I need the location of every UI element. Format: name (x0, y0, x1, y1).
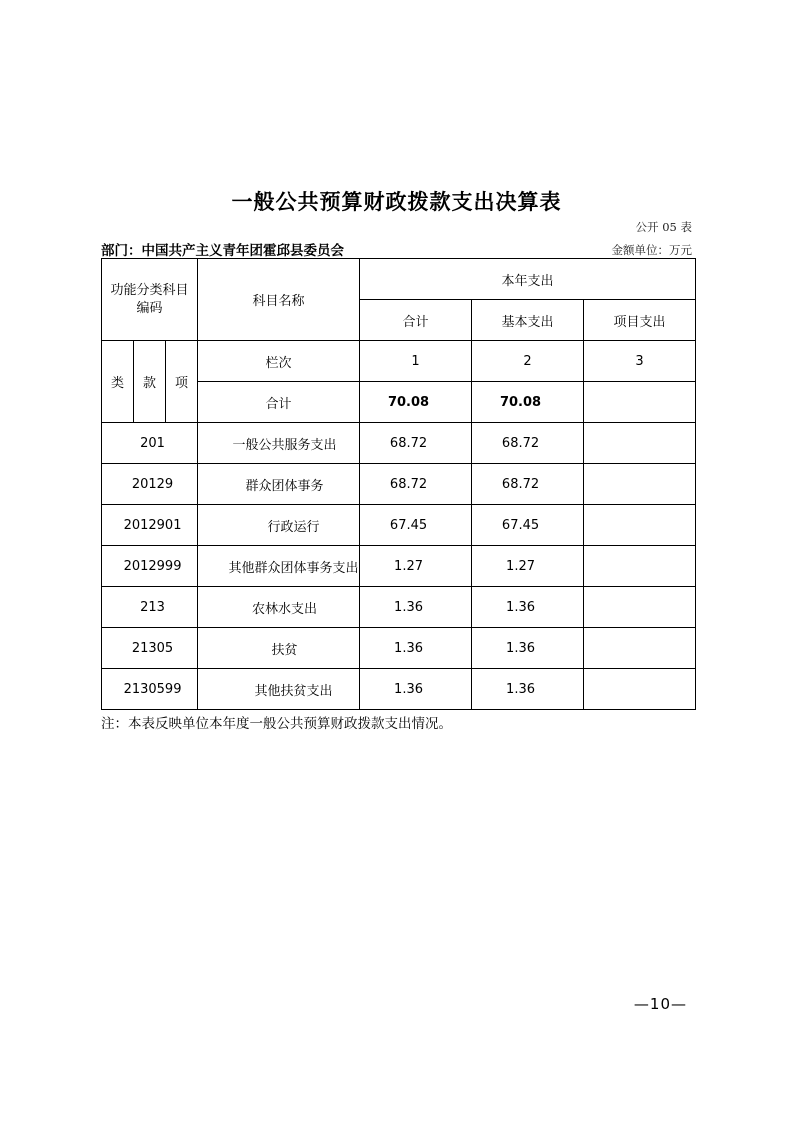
header-col-2: 2 (472, 341, 584, 382)
department-line: 部门：中国共产主义青年团霍邱县委员会 (101, 243, 344, 259)
row-project (584, 546, 696, 587)
sheet-code-label: 公开 05 表 (635, 220, 692, 234)
row-name: 农林水支出 (198, 587, 360, 628)
row-name: 行政运行 (198, 505, 360, 546)
row-code: 21305 (102, 628, 198, 669)
page-title: 一般公共预算财政拨款支出决算表 (231, 189, 562, 214)
row-total: 1.36 (360, 587, 472, 628)
header-col-3: 3 (584, 341, 696, 382)
row-code: 2012901 (102, 505, 198, 546)
header-function-code-line2: 编码 (136, 300, 163, 316)
row-basic: 1.36 (472, 628, 584, 669)
row-code: 2012999 (102, 546, 198, 587)
row-basic: 68.72 (472, 423, 584, 464)
row-name: 群众团体事务 (198, 464, 360, 505)
table-header-row-3 (102, 341, 696, 382)
header-subject-name: 科目名称 (198, 259, 360, 341)
table-header-row-1 (102, 259, 696, 300)
row-project (584, 464, 696, 505)
row-name: 扶贫 (198, 628, 360, 669)
row-name: 一般公共服务支出 (198, 423, 360, 464)
row-total: 68.72 (360, 423, 472, 464)
header-column-label: 栏次 (198, 341, 360, 382)
row-project (584, 505, 696, 546)
row-basic: 1.36 (472, 669, 584, 710)
table-note: 注：本表反映单位本年度一般公共预算财政拨款支出情况。 (101, 716, 452, 732)
row-total: 67.45 (360, 505, 472, 546)
page-number: —10— (633, 995, 687, 1013)
header-project-expenditure: 项目支出 (584, 300, 696, 341)
header-total: 合计 (360, 300, 472, 341)
budget-expenditure-table (101, 258, 696, 710)
row-total: 1.36 (360, 628, 472, 669)
header-item: 项 (166, 341, 198, 423)
header-function-code-line1: 功能分类科目 (110, 282, 189, 298)
row-name: 其他扶贫支出 (198, 669, 360, 710)
amount-unit-label: 金额单位：万元 (611, 243, 692, 257)
row-total: 1.36 (360, 669, 472, 710)
row-basic: 67.45 (472, 505, 584, 546)
header-section: 款 (134, 341, 166, 423)
total-row-total: 70.08 (360, 382, 472, 423)
total-row-label: 合计 (198, 382, 360, 423)
total-row-basic: 70.08 (472, 382, 584, 423)
header-col-1: 1 (360, 341, 472, 382)
table-row (102, 628, 696, 669)
header-function-code (102, 259, 198, 341)
row-basic: 1.36 (472, 587, 584, 628)
header-current-year-expenditure: 本年支出 (360, 259, 696, 300)
header-class: 类 (102, 341, 134, 423)
header-basic-expenditure: 基本支出 (472, 300, 584, 341)
row-code: 201 (102, 423, 198, 464)
row-project (584, 423, 696, 464)
row-name: 其他群众团体事务支出 (198, 546, 360, 587)
row-basic: 68.72 (472, 464, 584, 505)
table-row (102, 505, 696, 546)
table-row (102, 423, 696, 464)
row-code: 20129 (102, 464, 198, 505)
table-row (102, 464, 696, 505)
table-row (102, 587, 696, 628)
row-total: 68.72 (360, 464, 472, 505)
row-total: 1.27 (360, 546, 472, 587)
table-row (102, 546, 696, 587)
row-project (584, 628, 696, 669)
row-code: 2130599 (102, 669, 198, 710)
total-row-project (584, 382, 696, 423)
row-project (584, 669, 696, 710)
table-row (102, 669, 696, 710)
row-project (584, 587, 696, 628)
row-basic: 1.27 (472, 546, 584, 587)
row-code: 213 (102, 587, 198, 628)
